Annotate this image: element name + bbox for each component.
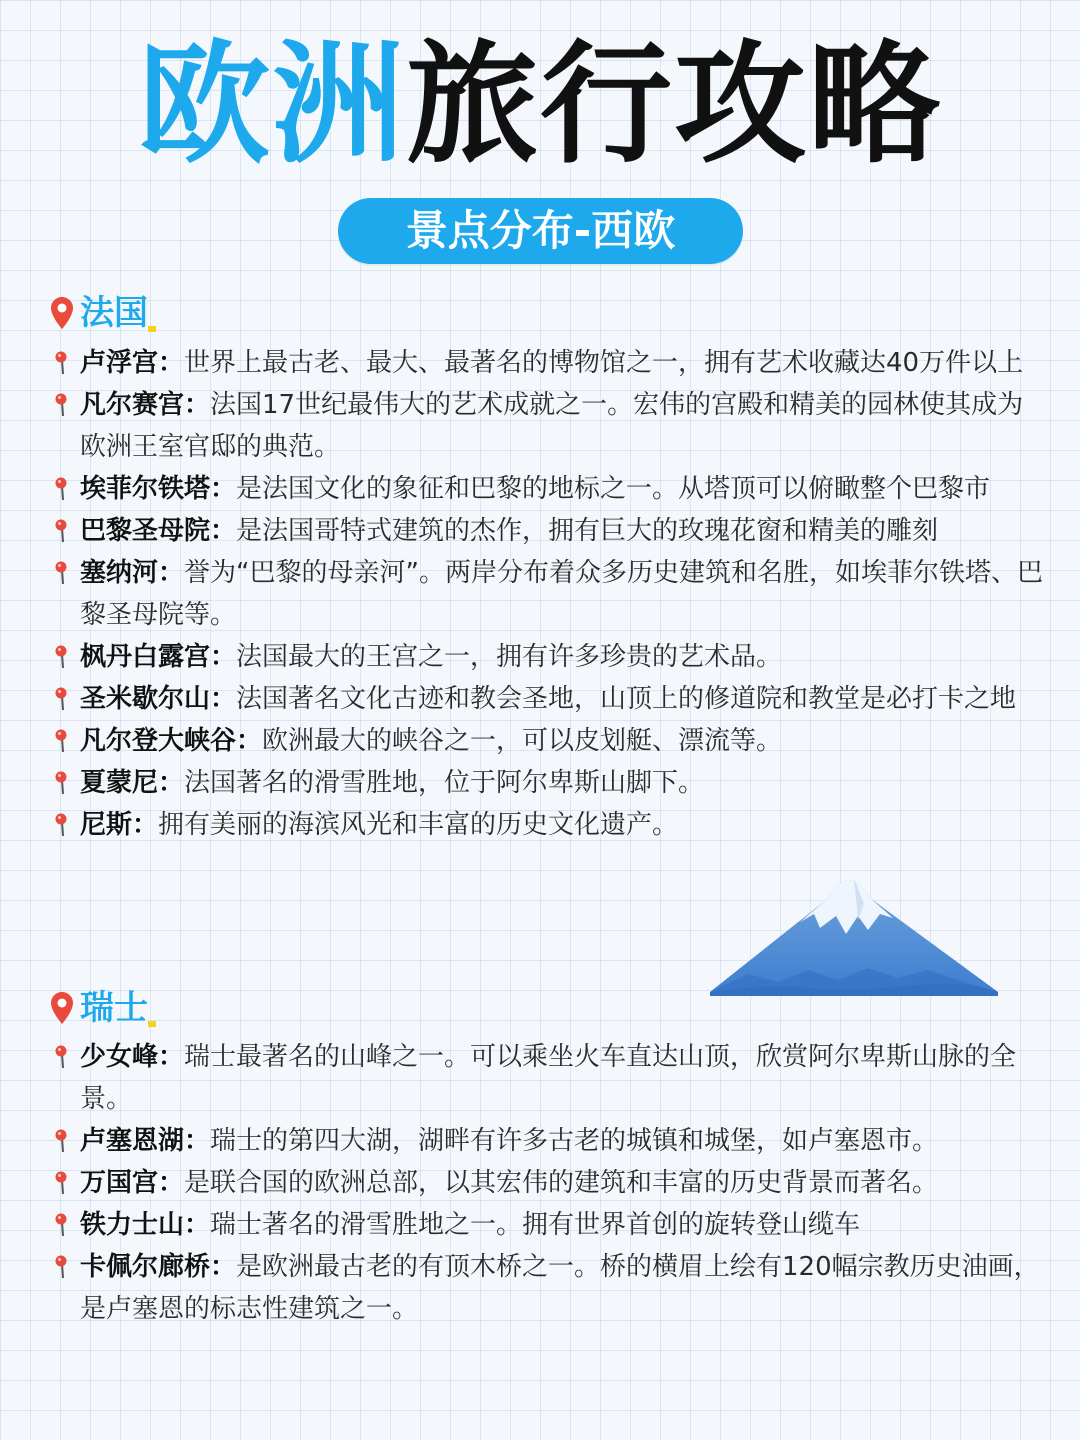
list-item <box>54 1204 1044 1246</box>
list-item <box>54 468 1044 510</box>
mountain-illustration <box>708 858 1000 998</box>
list-item <box>54 552 1044 636</box>
attraction-description: 法国著名文化古迹和教会圣地，山顶上的修道院和教堂是必打卡之地 <box>236 684 1017 714</box>
attraction-description: 瑞士最著名的山峰之一。可以乘坐火车直达山顶，欣赏阿尔卑斯山脉的全景。 <box>80 1042 1017 1114</box>
attraction-description: 瑞士著名的滑雪胜地之一。拥有世界首创的旋转登山缆车 <box>210 1210 861 1240</box>
section-title: 瑞士 <box>80 985 148 1031</box>
attraction-name: 圣米歇尔山： <box>80 684 237 714</box>
attraction-name: 枫丹白露宫： <box>80 642 237 672</box>
attraction-description: 是法国哥特式建筑的杰作，拥有巨大的玫瑰花窗和精美的雕刻 <box>236 516 939 546</box>
attraction-list-switzerland <box>54 1036 1044 1330</box>
attraction-description: 瑞士的第四大湖，湖畔有许多古老的城镇和城堡，如卢塞恩市。 <box>210 1126 939 1156</box>
map-pin-icon <box>54 645 70 669</box>
attraction-description: 是欧洲最古老的有顶木桥之一。桥的横眉上绘有120幅宗教历史油画，是卢塞恩的标志性建筑之一。 <box>80 1252 1040 1324</box>
section-heading-france <box>50 290 148 336</box>
subtitle-badge: 景点分布-西欧 <box>338 198 743 264</box>
list-item <box>54 720 1044 762</box>
attraction-description: 是法国文化的象征和巴黎的地标之一。从塔顶可以俯瞰整个巴黎市 <box>236 474 991 504</box>
section-heading-switzerland <box>50 985 148 1031</box>
map-pin-icon <box>54 393 70 417</box>
location-pin-icon <box>50 296 74 330</box>
attraction-name: 万国宫： <box>80 1168 185 1198</box>
attraction-description: 法国著名的滑雪胜地，位于阿尔卑斯山脚下。 <box>184 768 705 798</box>
list-item <box>54 1036 1044 1120</box>
map-pin-icon <box>54 1171 70 1195</box>
page-title <box>0 30 1080 180</box>
attraction-name: 卢浮宫： <box>80 348 185 378</box>
attraction-name: 塞纳河： <box>80 558 185 588</box>
list-item <box>54 678 1044 720</box>
attraction-name: 卡佩尔廊桥： <box>80 1252 237 1282</box>
title-part-2: 旅行攻略 <box>406 28 942 182</box>
list-item <box>54 1162 1044 1204</box>
attraction-description: 拥有美丽的海滨风光和丰富的历史文化遗产。 <box>158 810 679 840</box>
attraction-name: 夏蒙尼： <box>80 768 185 798</box>
map-pin-icon <box>54 813 70 837</box>
list-item <box>54 804 1044 846</box>
list-item <box>54 1246 1044 1330</box>
attraction-description: 法国最大的王宫之一，拥有许多珍贵的艺术品。 <box>236 642 783 672</box>
location-pin-icon <box>50 991 74 1025</box>
map-pin-icon <box>54 561 70 585</box>
map-pin-icon <box>54 771 70 795</box>
list-item <box>54 762 1044 804</box>
map-pin-icon <box>54 729 70 753</box>
attraction-name: 铁力士山： <box>80 1210 211 1240</box>
map-pin-icon <box>54 1255 70 1279</box>
attraction-description: 法国17世纪最伟大的艺术成就之一。宏伟的宫殿和精美的园林使其成为欧洲王室官邸的典范。 <box>80 390 1024 462</box>
list-item <box>54 1120 1044 1162</box>
attraction-description: 是联合国的欧洲总部，以其宏伟的建筑和丰富的历史背景而著名。 <box>184 1168 939 1198</box>
map-pin-icon <box>54 477 70 501</box>
attraction-list-france <box>54 342 1044 846</box>
list-item <box>54 342 1044 384</box>
attraction-name: 巴黎圣母院： <box>80 516 237 546</box>
attraction-name: 尼斯： <box>80 810 159 840</box>
list-item <box>54 636 1044 678</box>
attraction-name: 凡尔登大峡谷： <box>80 726 263 756</box>
list-item <box>54 384 1044 468</box>
map-pin-icon <box>54 1213 70 1237</box>
map-pin-icon <box>54 1045 70 1069</box>
section-title: 法国 <box>80 290 148 336</box>
title-part-1: 欧洲 <box>138 28 406 182</box>
map-pin-icon <box>54 351 70 375</box>
map-pin-icon <box>54 687 70 711</box>
attraction-description: 欧洲最大的峡谷之一，可以皮划艇、漂流等。 <box>262 726 783 756</box>
attraction-description: 誉为“巴黎的母亲河”。两岸分布着众多历史建筑和名胜，如埃菲尔铁塔、巴黎圣母院等。 <box>80 558 1043 630</box>
list-item <box>54 510 1044 552</box>
attraction-name: 埃菲尔铁塔： <box>80 474 237 504</box>
attraction-name: 凡尔赛宫： <box>80 390 211 420</box>
attraction-description: 世界上最古老、最大、最著名的博物馆之一，拥有艺术收藏达40万件以上 <box>184 348 1024 378</box>
attraction-name: 卢塞恩湖： <box>80 1126 211 1156</box>
map-pin-icon <box>54 1129 70 1153</box>
map-pin-icon <box>54 519 70 543</box>
attraction-name: 少女峰： <box>80 1042 185 1072</box>
